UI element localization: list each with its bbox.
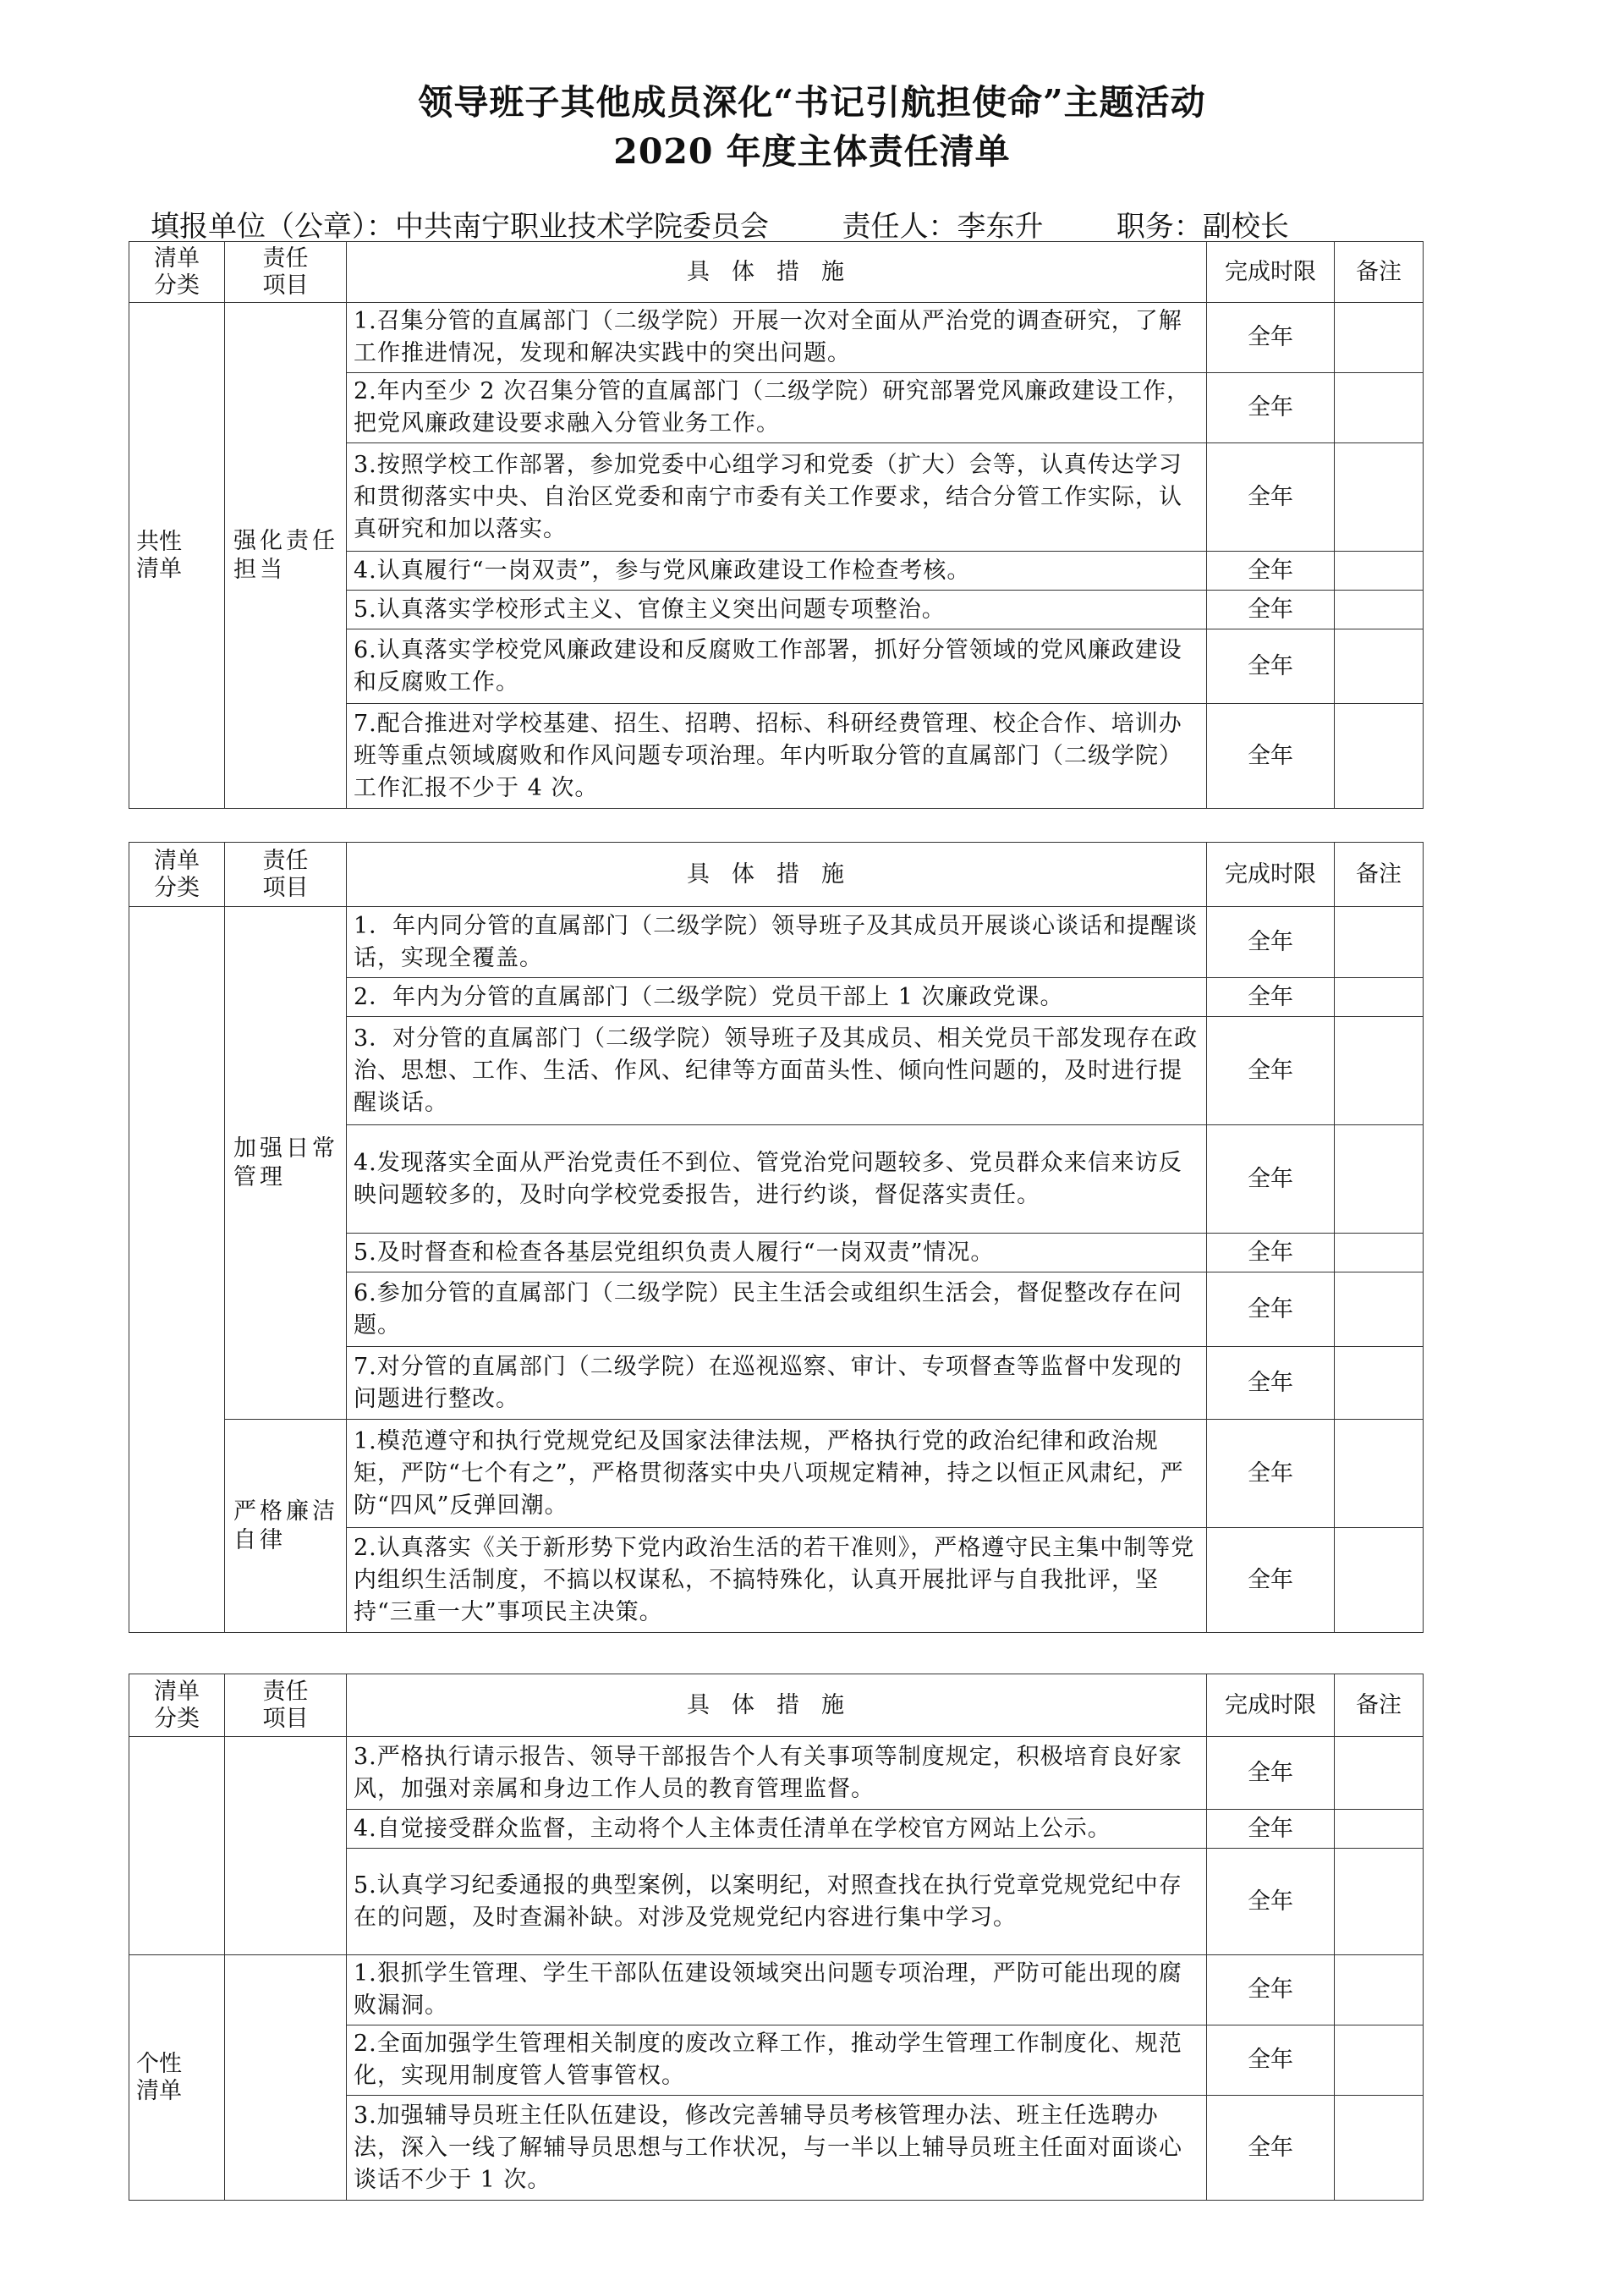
remarks-cell: [1335, 1955, 1424, 2025]
measure-text: 4.认真履行“一岗双责”，参与党风廉政建设工作检查考核。: [347, 552, 1207, 591]
header-category: [129, 1674, 225, 1737]
remarks-cell: [1335, 907, 1424, 978]
header-item-label: 责任 项目: [262, 1678, 309, 1732]
remarks-cell: [1335, 1849, 1424, 1955]
measure-text: 3.加强辅导员班主任队伍建设，修改完善辅导员考核管理办法、班主任选聘办法，深入一线了解辅导员思想与工作状况，与一半以上辅导员班主任面对面谈心谈话不少于 1 次。: [347, 2096, 1207, 2201]
measure-text: 5.认真落实学校形式主义、官僚主义突出问题专项整治。: [347, 591, 1207, 629]
header-category-label: 清单 分类: [154, 847, 200, 901]
responsibility-table-2: [129, 842, 1424, 1633]
measure-text: 2．年内为分管的直属部门（二级学院）党员干部上 1 次廉政党课。: [347, 978, 1207, 1017]
remarks-cell: [1335, 1272, 1424, 1347]
category-cell: [129, 1955, 225, 2201]
measure-text: 4.自觉接受群众监督，主动将个人主体责任清单在学校官方网站上公示。: [347, 1810, 1207, 1849]
category-cell: [129, 1737, 225, 1955]
deadline-text: 全年: [1207, 552, 1335, 591]
remarks-cell: [1335, 978, 1424, 1017]
deadline-text: 全年: [1207, 1272, 1335, 1347]
category-cell: [129, 303, 225, 809]
header-category-label: 清单 分类: [154, 245, 200, 299]
header-remarks: 备注: [1335, 242, 1424, 303]
item-cell: 严格廉洁自律: [225, 1420, 347, 1633]
category-cell: [129, 907, 225, 1633]
table-header-row: [129, 1674, 1424, 1737]
header-measures: 具体措施: [347, 1674, 1207, 1737]
table-row: [129, 907, 1424, 978]
deadline-text: 全年: [1207, 1737, 1335, 1810]
remarks-cell: [1335, 2025, 1424, 2096]
deadline-text: 全年: [1207, 1528, 1335, 1633]
remarks-cell: [1335, 1125, 1424, 1234]
item-cell: 加强日常管理: [225, 907, 347, 1420]
deadline-text: 全年: [1207, 1810, 1335, 1849]
table-header-row: [129, 242, 1424, 303]
table-row: [129, 1737, 1424, 1810]
header-measures: 具体措施: [347, 242, 1207, 303]
header-remarks: 备注: [1335, 1674, 1424, 1737]
header-deadline: 完成时限: [1207, 242, 1335, 303]
deadline-text: 全年: [1207, 373, 1335, 443]
responsibility-table-3: [129, 1674, 1424, 2201]
header-measures: 具体措施: [347, 843, 1207, 907]
deadline-text: 全年: [1207, 907, 1335, 978]
item-cell: 强化责任担当: [225, 303, 347, 809]
header-item: [225, 242, 347, 303]
header-item-label: 责任 项目: [262, 847, 309, 901]
remarks-cell: [1335, 629, 1424, 704]
remarks-cell: [1335, 1810, 1424, 1849]
remarks-cell: [1335, 443, 1424, 552]
remarks-cell: [1335, 704, 1424, 809]
header-item: [225, 843, 347, 907]
deadline-text: 全年: [1207, 629, 1335, 704]
measure-text: 1.狠抓学生管理、学生干部队伍建设领域突出问题专项治理，严防可能出现的腐败漏洞。: [347, 1955, 1207, 2025]
deadline-text: 全年: [1207, 591, 1335, 629]
deadline-text: 全年: [1207, 1420, 1335, 1528]
remarks-cell: [1335, 2096, 1424, 2201]
remarks-cell: [1335, 373, 1424, 443]
header-deadline: 完成时限: [1207, 1674, 1335, 1737]
table-header-row: [129, 843, 1424, 907]
table-row: [129, 1420, 1424, 1528]
remarks-cell: [1335, 591, 1424, 629]
header-remarks: 备注: [1335, 843, 1424, 907]
measure-text: 3.按照学校工作部署，参加党委中心组学习和党委（扩大）会等，认真传达学习和贯彻落实中央、自治区党委和南宁市委有关工作要求，结合分管工作实际，认真研究和加以落实。: [347, 443, 1207, 552]
deadline-text: 全年: [1207, 978, 1335, 1017]
measure-text: 7.对分管的直属部门（二级学院）在巡视巡察、审计、专项督查等监督中发现的问题进行整改。: [347, 1347, 1207, 1420]
remarks-cell: [1335, 1420, 1424, 1528]
deadline-text: 全年: [1207, 303, 1335, 373]
measure-text: 3.严格执行请示报告、领导干部报告个人有关事项等制度规定，积极培育良好家风，加强对亲属和身边工作人员的教育管理监督。: [347, 1737, 1207, 1810]
measure-text: 2.年内至少 2 次召集分管的直属部门（二级学院）研究部署党风廉政建设工作，把党风廉政建设要求融入分管业务工作。: [347, 373, 1207, 443]
measure-text: 2.认真落实《关于新形势下党内政治生活的若干准则》，严格遵守民主集中制等党内组织生活制度，不搞以权谋私，不搞特殊化，认真开展批评与自我批评，坚持“三重一大”事项民主决策。: [347, 1528, 1207, 1633]
item-cell: [225, 1955, 347, 2201]
measure-text: 7.配合推进对学校基建、招生、招聘、招标、科研经费管理、校企合作、培训办班等重点领域腐败和作风问题专项治理。年内听取分管的直属部门（二级学院）工作汇报不少于 4 次。: [347, 704, 1207, 809]
remarks-cell: [1335, 1528, 1424, 1633]
remarks-cell: [1335, 1234, 1424, 1272]
responsibility-table-1: [129, 241, 1424, 809]
document-title-line2: 2020 年度主体责任清单: [613, 131, 1011, 172]
header-category: [129, 843, 225, 907]
header-item: [225, 1674, 347, 1737]
deadline-text: 全年: [1207, 704, 1335, 809]
deadline-text: 全年: [1207, 443, 1335, 552]
deadline-text: 全年: [1207, 1347, 1335, 1420]
measure-text: 1．年内同分管的直属部门（二级学院）领导班子及其成员开展谈心谈话和提醒谈话，实现全覆盖。: [347, 907, 1207, 978]
category-label: 共性 清单: [136, 528, 182, 582]
deadline-text: 全年: [1207, 2096, 1335, 2201]
header-deadline: 完成时限: [1207, 843, 1335, 907]
measure-text: 4.发现落实全面从严治党责任不到位、管党治党问题较多、党员群众来信来访反映问题较多的，及时向学校党委报告，进行约谈，督促落实责任。: [347, 1125, 1207, 1234]
category-label: 个性 清单: [136, 2050, 182, 2104]
deadline-text: 全年: [1207, 1125, 1335, 1234]
table-row: [129, 303, 1424, 373]
header-category: [129, 242, 225, 303]
remarks-cell: [1335, 1347, 1424, 1420]
measure-text: 5.认真学习纪委通报的典型案例，以案明纪，对照查找在执行党章党规党纪中存在的问题，及时查漏补缺。对涉及党规党纪内容进行集中学习。: [347, 1849, 1207, 1955]
remarks-cell: [1335, 552, 1424, 591]
measure-text: 2.全面加强学生管理相关制度的废改立释工作，推动学生管理工作制度化、规范化，实现用制度管人管事管权。: [347, 2025, 1207, 2096]
remarks-cell: [1335, 1737, 1424, 1810]
remarks-cell: [1335, 1017, 1424, 1125]
measure-text: 3．对分管的直属部门（二级学院）领导班子及其成员、相关党员干部发现存在政治、思想、工作、生活、作风、纪律等方面苗头性、倾向性问题的，及时进行提醒谈话。: [347, 1017, 1207, 1125]
item-cell: [225, 1737, 347, 1955]
remarks-cell: [1335, 303, 1424, 373]
deadline-text: 全年: [1207, 1234, 1335, 1272]
measure-text: 6.认真落实学校党风廉政建设和反腐败工作部署，抓好分管领域的党风廉政建设和反腐败工作。: [347, 629, 1207, 704]
deadline-text: 全年: [1207, 1017, 1335, 1125]
measure-text: 1.召集分管的直属部门（二级学院）开展一次对全面从严治党的调查研究，了解工作推进情况，发现和解决实践中的突出问题。: [347, 303, 1207, 373]
measure-text: 5.及时督查和检查各基层党组织负责人履行“一岗双责”情况。: [347, 1234, 1207, 1272]
measure-text: 1.模范遵守和执行党规党纪及国家法律法规，严格执行党的政治纪律和政治规矩，严防“七个有之”，严格贯彻落实中央八项规定精神，持之以恒正风肃纪，严防“四风”反弹回潮。: [347, 1420, 1207, 1528]
measure-text: 6.参加分管的直属部门（二级学院）民主生活会或组织生活会，督促整改存在问题。: [347, 1272, 1207, 1347]
deadline-text: 全年: [1207, 1849, 1335, 1955]
table-row: [129, 1955, 1424, 2025]
header-category-label: 清单 分类: [154, 1678, 200, 1732]
deadline-text: 全年: [1207, 1955, 1335, 2025]
header-item-label: 责任 项目: [262, 245, 309, 299]
document-title-line1: 领导班子其他成员深化“书记引航担使命”主题活动: [418, 82, 1206, 123]
info-line: 填报单位（公章）：中共南宁职业技术学院委员会 责任人：李东升 职务：副校长: [151, 210, 1289, 244]
deadline-text: 全年: [1207, 2025, 1335, 2096]
